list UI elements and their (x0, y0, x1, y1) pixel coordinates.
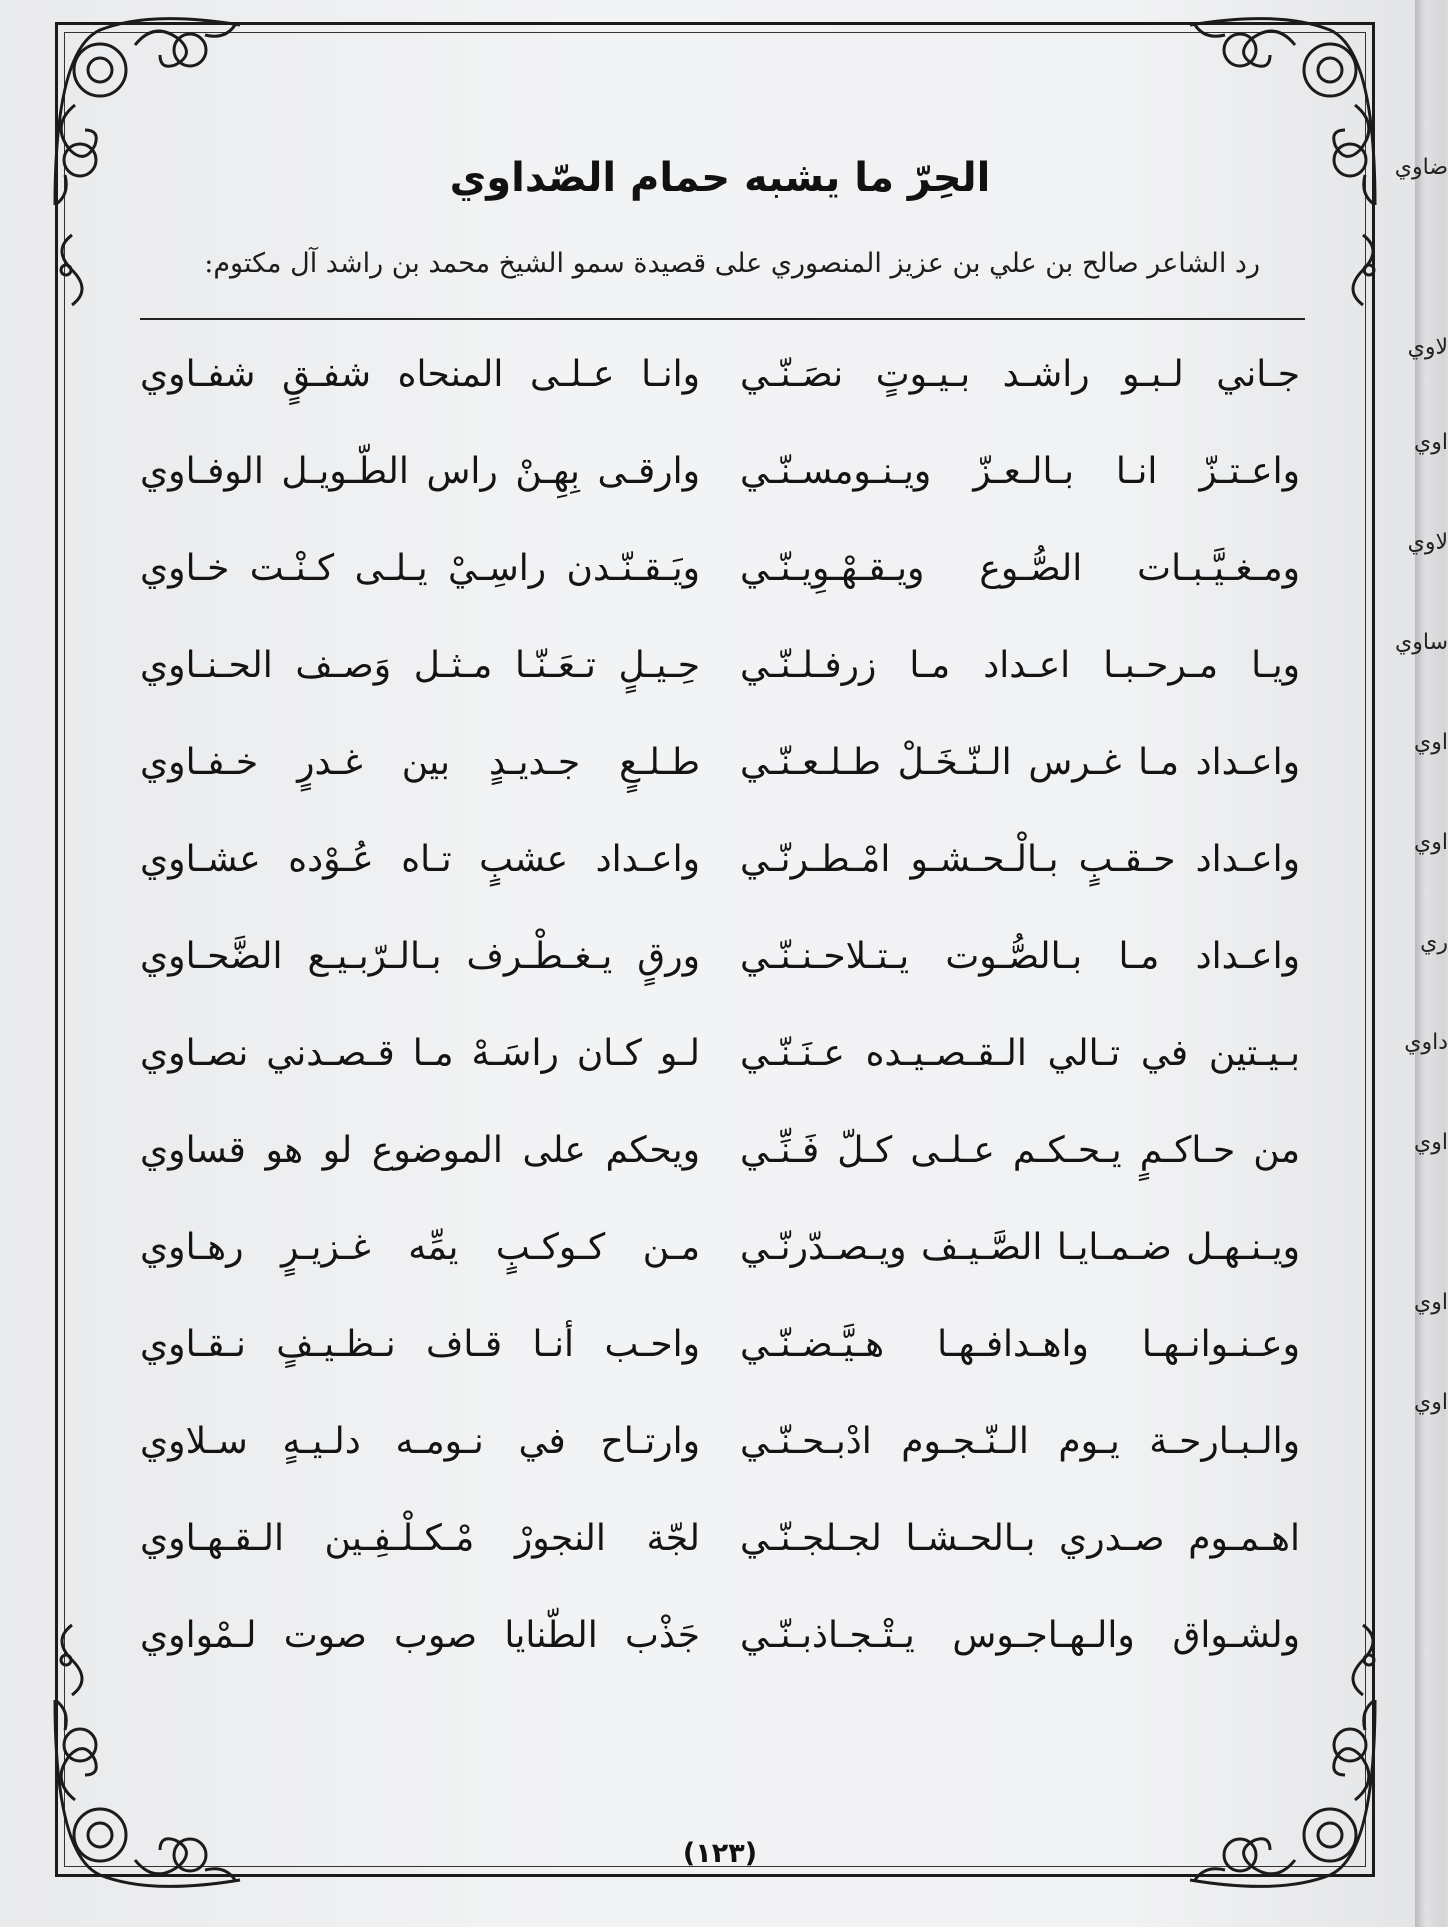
verse-first-hemistich: وعـنـوانـهـا واهـدافـهـا هـيَّـضـنّـي (740, 1324, 1300, 1365)
verse-first-hemistich: واعـداد حـقـبٍ بـالْـحـشـو امْـطـرنّـي (740, 839, 1300, 880)
verse-first-hemistich: ومـغـيَّـبـات الصُّـوع ويـقـهْـوِيـنّـي (740, 548, 1300, 589)
adjacent-page-fragment: داوي (1404, 1030, 1448, 1055)
corner-ornament-bottom-left (40, 1685, 250, 1895)
verse (140, 1412, 1300, 1502)
divider-rule (140, 318, 1305, 320)
verse (140, 345, 1300, 435)
verse (140, 1218, 1300, 1308)
side-ornament-right-top (1343, 230, 1383, 310)
verse-first-hemistich: والـبـارحـة يـوم الـنّـجـوم ادْبـحـنّـي (740, 1421, 1300, 1462)
verse (140, 733, 1300, 823)
adjacent-page-fragment: اوي (1414, 1290, 1448, 1315)
page-number: (١٢٣) (682, 1838, 758, 1869)
verse-second-hemistich: ورقٍ يـغـطْـرف بـالـرّبـيـع الضَّحـاوي (140, 936, 700, 977)
verse (140, 830, 1300, 920)
side-ornament-left-bottom (52, 1620, 92, 1700)
adjacent-page-fragment: ري (1420, 930, 1448, 955)
verse-second-hemistich: طـلـعٍ جـديـدٍ بين غـدرٍ خـفـاوي (140, 742, 700, 783)
side-ornament-left-top (52, 230, 92, 310)
adjacent-page-fragment: اوي (1414, 830, 1448, 855)
verse (140, 539, 1300, 629)
corner-ornament-bottom-right (1180, 1685, 1390, 1895)
verse (140, 1606, 1300, 1696)
poem-subtitle: رد الشاعر صالح بن علي بن عزيز المنصوري على قصيدة سمو الشيخ محمد بن راشد آل مكتوم: (204, 248, 1260, 279)
adjacent-page-fragment: ساوي (1395, 630, 1448, 655)
verse (140, 1121, 1300, 1211)
verse-second-hemistich: جَذْب الطّنايا صوب صوت لـمْواوي (140, 1615, 700, 1656)
verse-second-hemistich: وانـا عـلـى المنحاه شفـقٍ شفـاوي (140, 354, 700, 395)
verse-first-hemistich: اهـمـوم صـدري بـالحـشـا لجـلجـنّـي (740, 1518, 1300, 1559)
adjacent-page-fragment: ضاوي (1394, 155, 1448, 180)
verse-first-hemistich: جـاني لـبـو راشـد بـيـوتٍ نصَـنّـي (740, 354, 1300, 395)
verse (140, 927, 1300, 1017)
verse-first-hemistich: ويـنـهـل ضـمـايـا الصَّـيـف ويـصـدّرنّـي (740, 1227, 1300, 1268)
verse-second-hemistich: لجّة النجورْ مْـكـلْـفِـين الـقـهـاوي (140, 1518, 700, 1559)
verse (140, 1509, 1300, 1599)
verse (140, 636, 1300, 726)
verse-second-hemistich: مـن كـوكـبٍ يمِّه غـزيـرٍ رهـاوي (140, 1227, 700, 1268)
verse-first-hemistich: واعـداد مـا بـالصُّـوت يـتـلاحـنـنّـي (740, 936, 1300, 977)
verse-first-hemistich: واعـتـزّ انـا بـالـعـزّ ويـنـومسـنّـي (740, 451, 1300, 492)
verse-first-hemistich: ويـا مـرحـبـا اعـداد مـا زرفـلـنّـي (740, 645, 1300, 686)
verse-second-hemistich: ويحكم على الموضوع لو هو قساوي (140, 1130, 700, 1171)
poem-title: الحِرّ ما يشبه حمام الصّداوي (449, 155, 991, 201)
verse (140, 442, 1300, 532)
adjacent-page-fragment: اوي (1414, 1130, 1448, 1155)
verse-second-hemistich: لـو كـان راسَـهْ مـا قـصـدني نصـاوي (140, 1033, 700, 1074)
verse-second-hemistich: وارتـاح في نـومـه دلـيـهٍ سـلاوي (140, 1421, 700, 1462)
verse-second-hemistich: واحـب أنـا قـاف نـظـيـفٍ نـقـاوي (140, 1324, 700, 1365)
verse (140, 1315, 1300, 1405)
verse-first-hemistich: من حـاكـمٍ يـحـكـم عـلـى كـلّ فَـنِّـي (740, 1130, 1300, 1171)
verse-second-hemistich: وارقـى بِهِـنْ راس الطّـويـل الوفـاوي (140, 451, 700, 492)
verse-second-hemistich: حِـيـلٍ تـعَـنّـا مـثـل وَصـف الحـنـاوي (140, 645, 700, 686)
verse-first-hemistich: ولشـواق والـهـاجـوس يـتْـجـاذبـنّـي (740, 1615, 1300, 1656)
adjacent-page-fragment: اوي (1414, 1390, 1448, 1415)
verse-first-hemistich: بـيـتين في تـالي الـقـصـيـده عـنَـنّـي (740, 1033, 1300, 1074)
verse (140, 1024, 1300, 1114)
adjacent-page-edge (1394, 0, 1448, 1927)
adjacent-page-fragment: لاوي (1407, 530, 1448, 555)
verse-second-hemistich: ويَـقـنّـدن راسِـيْ يـلـى كـنْـت خـاوي (140, 548, 700, 589)
side-ornament-right-bottom (1343, 1620, 1383, 1700)
adjacent-page-fragment: اوي (1414, 430, 1448, 455)
adjacent-page-fragment: لاوي (1407, 335, 1448, 360)
verse-second-hemistich: واعـداد عشبٍ تـاه عُـوْده عشـاوي (140, 839, 700, 880)
adjacent-page-fragment: اوي (1414, 730, 1448, 755)
verse-first-hemistich: واعـداد مـا غـرس الـنّـخَـلْ طـلـعـنّـي (740, 742, 1300, 783)
corner-ornament-top-left (40, 10, 250, 220)
